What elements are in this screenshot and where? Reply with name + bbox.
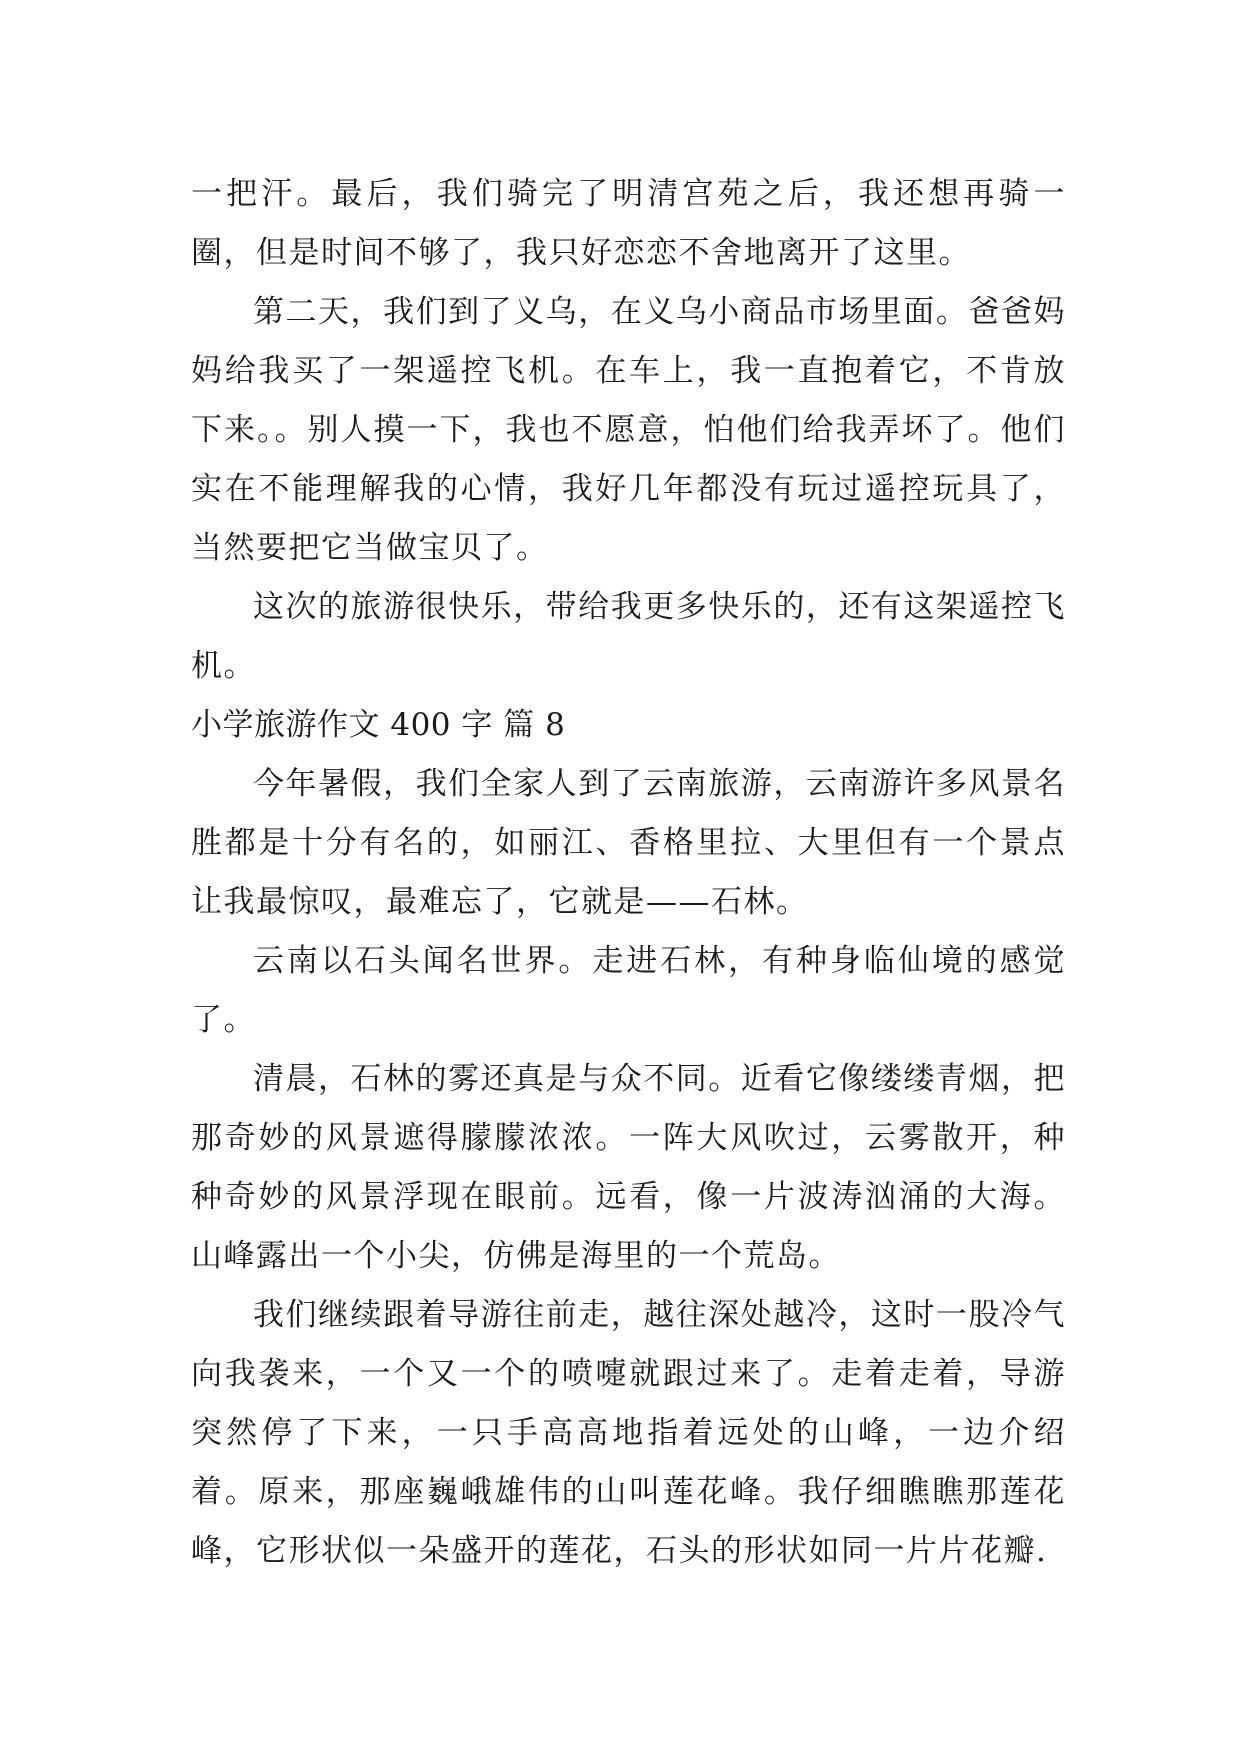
section-paragraph-3: 清晨，石林的雾还真是与众不同。近看它像缕缕青烟，把那奇妙的风景遮得朦朦浓浓。一阵大风吹过，云雾散开，种种奇妙的风景浮现在眼前。远看，像一片波涛汹涌的大海。山峰露出一个小尖，仿佛是海里的一个荒岛。 xyxy=(191,1061,1066,1274)
section-paragraph-4: 我们继续跟着导游往前走，越往深处越冷，这时一股冷气向我袭来，一个又一个的喷嚏就跟过来了。走着走着，导游突然停了下来，一只手高高地指着远处的山峰，一边介绍着。原来，那座巍峨雄伟的山叫莲花峰。我仔细瞧瞧那莲花峰，它形状似一朵盛开的莲花，石头的形状如同一片片花瓣. xyxy=(191,1297,1066,1569)
document-page xyxy=(191,165,1066,1581)
section-paragraph-1: 今年暑假，我们全家人到了云南旅游，云南游许多风景名胜都是十分有名的，如丽江、香格里拉、大里但有一个景点让我最惊叹，最难忘了，它就是——石林。 xyxy=(191,766,1066,920)
paragraph-2: 第二天，我们到了义乌，在义乌小商品市场里面。爸爸妈妈给我买了一架遥控飞机。在车上，我一直抱着它，不肯放下来。。别人摸一下，我也不愿意，怕他们给我弄坏了。他们实在不能理解我的心情，我好几年都没有玩过遥控玩具了，当然要把它当做宝贝了。 xyxy=(191,294,1066,566)
section-heading: 小学旅游作文 400 字 篇 8 xyxy=(191,707,566,743)
paragraph-3: 这次的旅游很快乐，带给我更多快乐的，还有这架遥控飞机。 xyxy=(191,589,1066,684)
section-paragraph-2: 云南以石头闻名世界。走进石林，有种身临仙境的感觉了。 xyxy=(191,943,1066,1038)
paragraph-1: 一把汗。最后，我们骑完了明清宫苑之后，我还想再骑一圈，但是时间不够了，我只好恋恋不舍地离开了这里。 xyxy=(191,176,1066,271)
